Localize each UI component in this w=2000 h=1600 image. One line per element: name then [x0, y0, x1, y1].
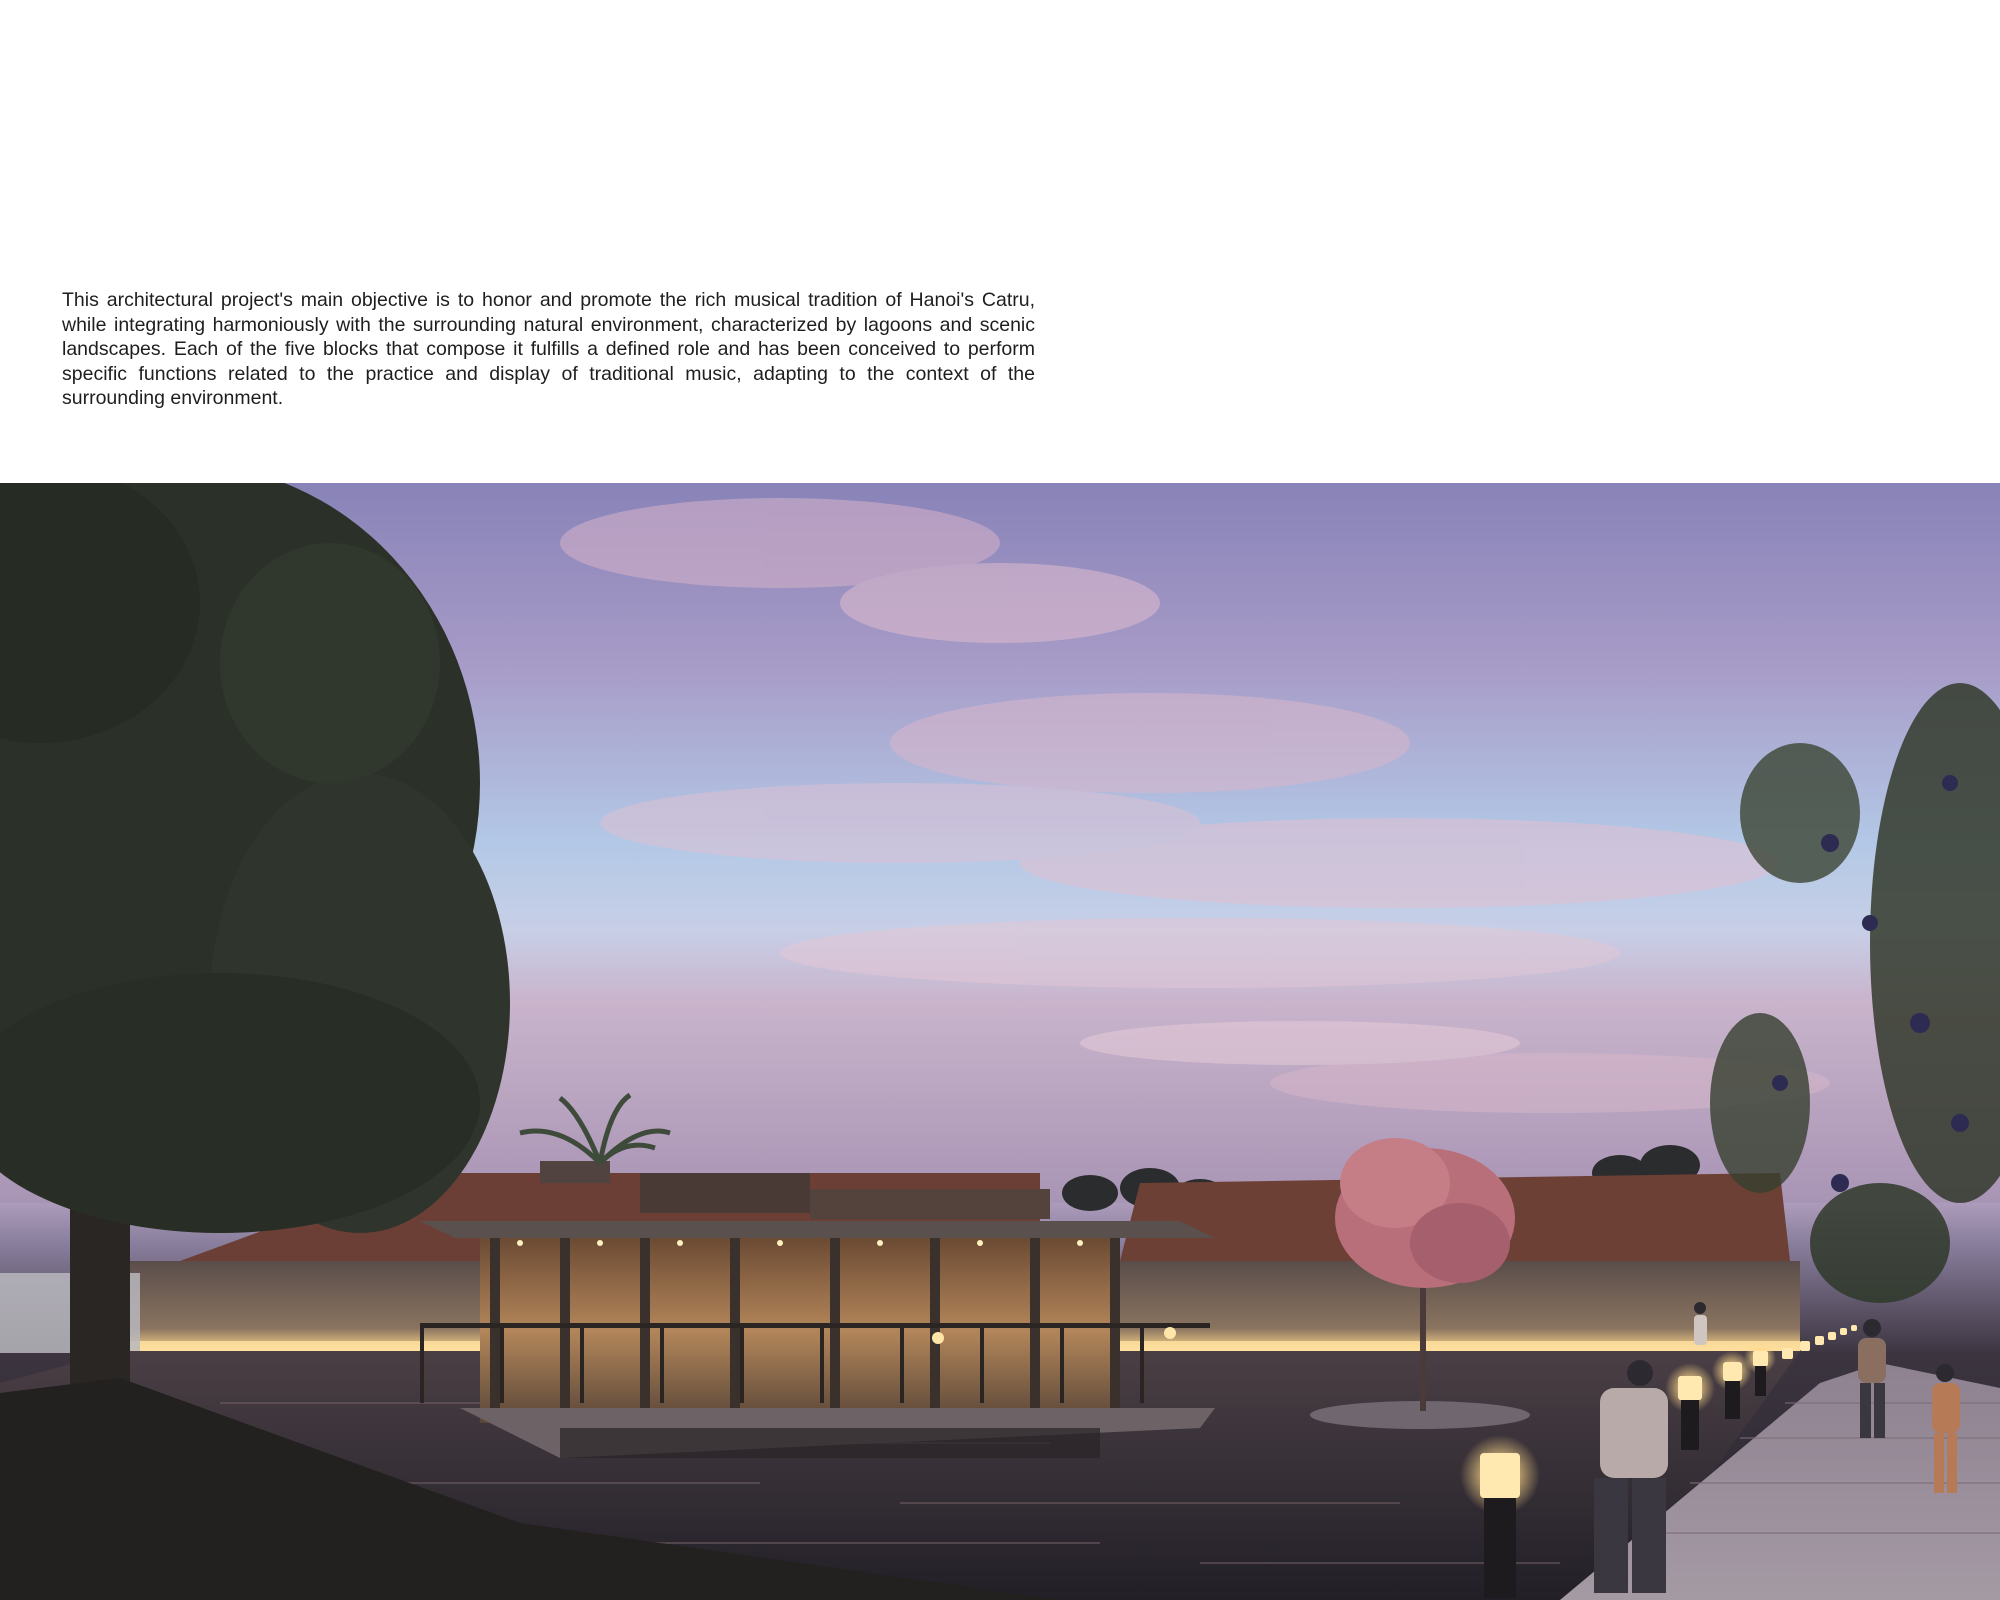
building-block — [640, 1173, 810, 1213]
architectural-render — [0, 483, 2000, 1600]
project-description: This architectural project's main objective is to honor and promote the rich musical tradition of Hanoi's Catru, while integrating harmoniously with the surrounding natural environment, characterized by lagoons and scenic landscapes. Each of the five blocks that compose it fulfills a defined role and has been conceived to perform specific functions related to the practice and display of traditional music, adapting to the context of the surrounding environment. — [62, 289, 1035, 410]
glass-pavilion — [420, 1221, 1215, 1458]
